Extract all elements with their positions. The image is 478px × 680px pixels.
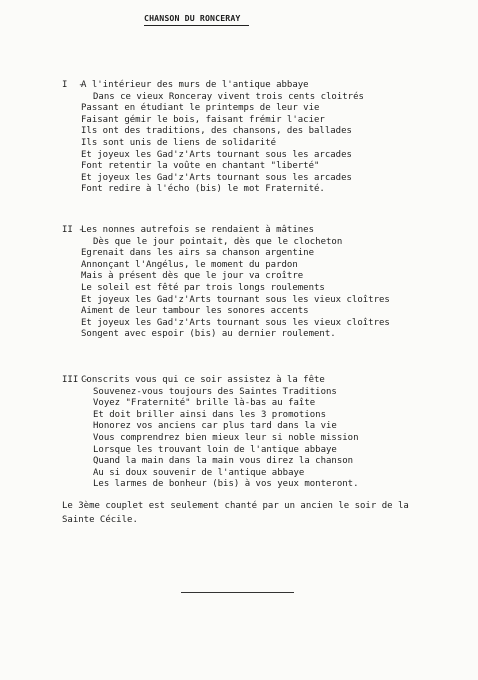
- verse-line: Ils ont des traditions, des chansons, des ballades: [81, 126, 352, 137]
- verse-line: Conscrits vous qui ce soir assistez à la fête: [81, 375, 325, 385]
- footnote-line: Sainte Cécile.: [62, 515, 138, 525]
- verse-line: Vous comprendrez bien mieux leur si noble mission: [93, 432, 359, 443]
- verse-line: Au si doux souvenir de l'antique abbaye: [93, 467, 305, 478]
- verse-line: Mais à présent dès que le jour va croître: [81, 271, 304, 282]
- verse-line: Annonçant l'Angélus, le moment du pardon: [81, 259, 298, 270]
- verse-line: Faisant gémir le bois, faisant frémir l'acier: [81, 114, 325, 125]
- bottom-rule: [181, 592, 294, 593]
- verse-lines: [81, 375, 478, 491]
- verse-line: Honorez vos anciens car plus tard dans la vie: [93, 421, 337, 432]
- verse-numeral: II -: [62, 225, 84, 235]
- verse-line: Dans ce vieux Ronceray vivent trois cents cloitrés: [93, 91, 364, 102]
- verse-line: Font redire à l'écho (bis) le mot Fraternité.: [81, 184, 325, 195]
- verse-line: Et joyeux les Gad'z'Arts tournant sous les arcades: [81, 149, 352, 160]
- verse-line: Passant en étudiant le printemps de leur vie: [81, 103, 320, 114]
- footnote-line: Le 3ème couplet est seulement chanté par un ancien le soir de la: [62, 501, 409, 511]
- verse-line: Ils sont unis de liens de solidarité: [81, 137, 277, 148]
- verse-numeral: I -: [62, 80, 84, 90]
- verse-line: Aiment de leur tambour les sonores accents: [81, 306, 309, 317]
- verse-line: Quand la main dans la main vous direz la chanson: [93, 456, 354, 467]
- verse-line: Voyez "Fraternité" brille là-bas au faîte: [93, 398, 316, 409]
- song-title: CHANSON DU RONCERAY: [144, 13, 241, 23]
- verse-line: Font retentir la voûte en chantant "liberté": [81, 161, 320, 172]
- title-underline: [144, 25, 249, 26]
- verse-line: Et doit briller ainsi dans les 3 promotions: [93, 409, 326, 420]
- verse-numeral: III -: [62, 375, 90, 385]
- verse-line: Songent avec espoir (bis) au dernier roulement.: [81, 329, 336, 340]
- verse-line: Dès que le jour pointait, dès que le clocheton: [93, 236, 343, 247]
- footnote: [62, 499, 478, 527]
- verse-line: Les larmes de bonheur (bis) à vos yeux monteront.: [93, 479, 359, 490]
- verse-line: A l'intérieur des murs de l'antique abbaye: [81, 80, 309, 90]
- verse-line: Les nonnes autrefois se rendaient à mâtines: [81, 225, 314, 235]
- verse-line: Et joyeux les Gad'z'Arts tournant sous les arcades: [81, 172, 352, 183]
- verse-line: Souvenez-vous toujours des Saintes Traditions: [93, 386, 337, 397]
- verse-line: Et joyeux les Gad'z'Arts tournant sous les vieux cloîtres: [81, 294, 390, 305]
- verse-lines: [81, 225, 478, 341]
- verse-line: Et joyeux les Gad'z'Arts tournant sous les vieux cloîtres: [81, 317, 390, 328]
- verse-line: Le soleil est fêté par trois longs roulements: [81, 282, 325, 293]
- verse-lines: [81, 80, 478, 196]
- verse-line: Lorsque les trouvant loin de l'antique abbaye: [93, 444, 337, 455]
- verse-line: Egrenait dans les airs sa chanson argentine: [81, 248, 314, 259]
